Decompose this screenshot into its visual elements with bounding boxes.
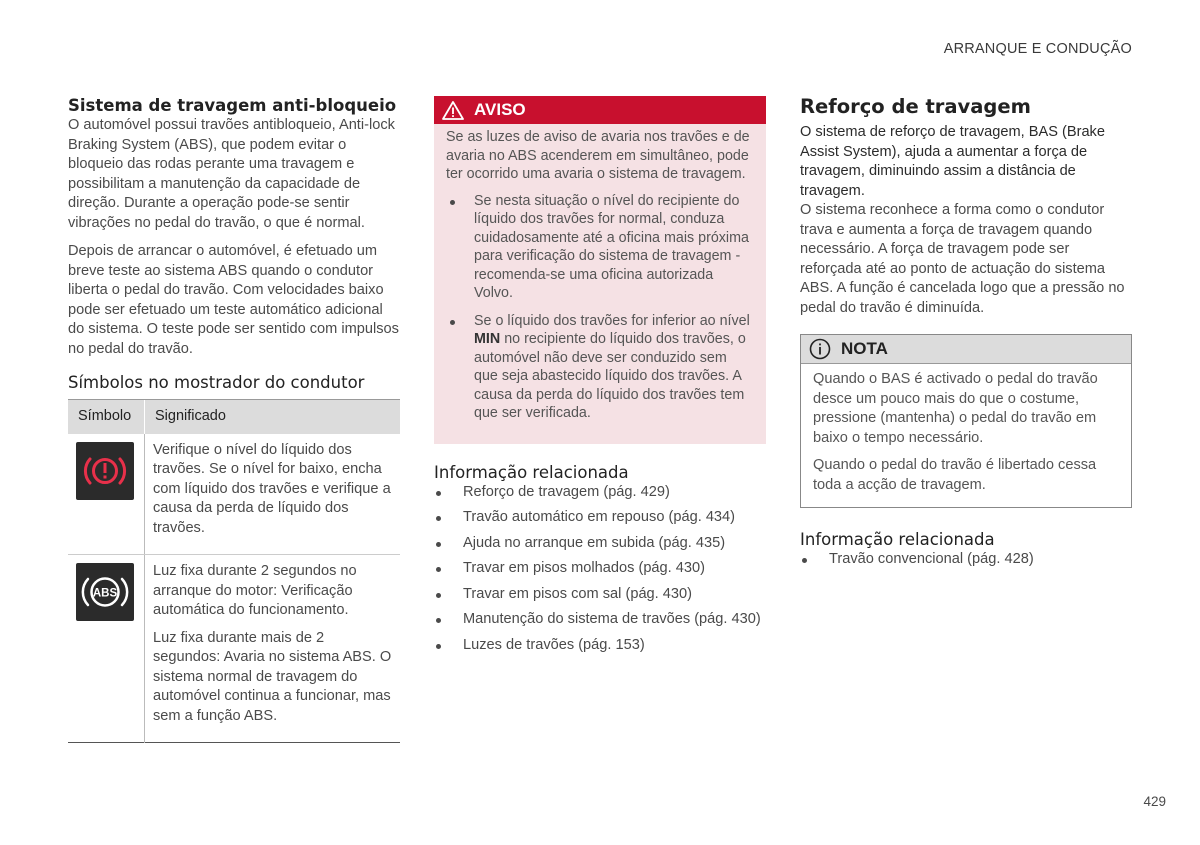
related-link[interactable]: Luzes de travões (pág. 153): [434, 636, 766, 656]
related-links-list: [434, 483, 766, 656]
related-links-list: [800, 550, 1132, 570]
table-row: [68, 434, 400, 555]
abs-warning-icon: [76, 563, 134, 621]
abs-meaning-1: Luz fixa durante 2 segundos no arranque do motor: Verificação automática do funcionamento.: [153, 563, 357, 618]
column-brake-assist: [800, 96, 1132, 576]
warning-title: AVISO: [474, 100, 526, 120]
related-link[interactable]: Ajuda no arranque em subida (pág. 435): [434, 534, 766, 554]
symbols-section-title: Símbolos no mostrador do condutor: [68, 373, 365, 392]
abs-intro-paragraph: O automóvel possui travões antibloqueio, Anti-lock Braking System (ABS), que podem evitar o bloqueio das rodas perante uma travagem e possibilitam a manutenção da capacidade de direção. Durante a operação pode-se sentir vibrações no pedal do travão, o que é normal.: [68, 117, 395, 231]
brake-assist-paragraph: O sistema reconhece a forma como o condutor trava e aumenta a força de travagem quando necessário. A força de travagem pode ser reforçada até ao ponto de actuação do sistema ABS. A função é cancelada logo que a pressão no pedal do travão é diminuída.: [800, 202, 1125, 316]
warning-intro: Se as luzes de aviso de avaria nos travões e de avaria no ABS acenderem em simultâneo, pode ter ocorrido uma avaria o sistema de travagem.: [446, 129, 750, 182]
note-paragraph-1: Quando o BAS é activado o pedal do travão desce um pouco mais do que o costume, pressione (mantenha) o pedal do travão em baixo o tempo necessário.: [813, 371, 1098, 446]
list-item: Se o líquido dos travões for inferior ao nível MIN no recipiente do líquido dos travões, o automóvel não deve ser conduzido sem que seja abastecido líquido dos travões. A causa da perda do líquido dos travões tem que ser verificada.: [446, 312, 754, 423]
brake-warning-meaning: Verifique o nível do líquido dos travões. Se o nível for baixo, encha com líquido dos travões e verifique a causa da perda de líquido dos travões.: [153, 441, 391, 536]
related-link[interactable]: Travão convencional (pág. 428): [800, 550, 1132, 570]
column-warning: [434, 96, 766, 661]
column-abs: [68, 96, 400, 743]
abs-meaning-2: Luz fixa durante mais de 2 segundos: Avaria no sistema ABS. O sistema normal de travagem do automóvel continua a funcionar, mas sem a função ABS.: [153, 629, 392, 724]
warning-box: [434, 96, 766, 444]
note-box: [800, 334, 1132, 508]
related-link[interactable]: Travar em pisos com sal (pág. 430): [434, 585, 766, 605]
info-icon: [809, 338, 831, 360]
table-header-meaning: Significado: [145, 400, 401, 434]
related-info-title: Informação relacionada: [800, 530, 995, 549]
abs-section-title: Sistema de travagem anti-bloqueio: [68, 96, 397, 115]
related-info-title: Informação relacionada: [434, 462, 629, 482]
svg-text:ABS: ABS: [92, 587, 118, 600]
warning-triangle-icon: [442, 101, 464, 120]
symbols-table: [68, 399, 400, 743]
table-row: [68, 555, 400, 743]
note-title: NOTA: [841, 339, 888, 359]
related-link[interactable]: Manutenção do sistema de travões (pág. 430): [434, 610, 766, 630]
brake-warning-icon: [76, 442, 134, 500]
brake-assist-title: Reforço de travagem: [800, 95, 1031, 118]
abs-test-paragraph: Depois de arrancar o automóvel, é efetuado um breve teste ao sistema ABS quando o condutor liberta o pedal do travão. Com velocidades baixo pode ser efetuado um teste automático adicional do sistema. O teste pode ser sentido com impulsos no pedal do travão.: [68, 243, 399, 357]
note-paragraph-2: Quando o pedal do travão é libertado cessa toda a acção de travagem.: [813, 457, 1097, 493]
warning-header: [434, 96, 766, 124]
list-item: Se nesta situação o nível do recipiente do líquido dos travões for normal, conduza cuidadosamente até a oficina mais próxima para verificação do sistema de travagem - recomenda-se uma oficina autorizada Volvo.: [446, 192, 754, 303]
table-header-symbol: Símbolo: [68, 400, 145, 434]
note-header: [801, 335, 1131, 364]
related-link[interactable]: Travão automático em repouso (pág. 434): [434, 508, 766, 528]
brake-assist-lead: O sistema de reforço de travagem, BAS (Brake Assist System), ajuda a aumentar a força de travagem, diminuindo assim a distância de travagem.: [800, 124, 1105, 199]
page-section-header: ARRANQUE E CONDUÇÃO: [943, 41, 1132, 57]
warning-list: [446, 192, 754, 423]
page-number: 429: [1143, 794, 1166, 809]
related-link[interactable]: Reforço de travagem (pág. 429): [434, 483, 766, 503]
related-link[interactable]: Travar em pisos molhados (pág. 430): [434, 559, 766, 579]
